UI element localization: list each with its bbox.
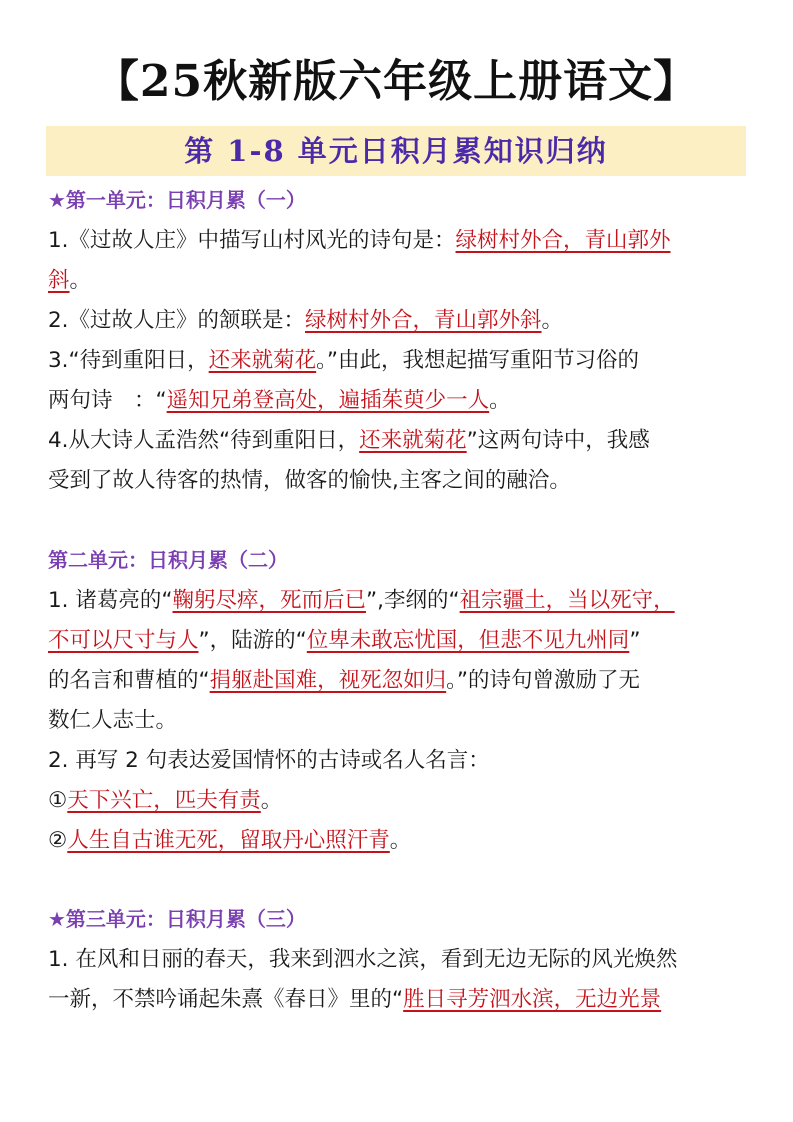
section-heading: 第二单元：日积月累（二）: [48, 548, 288, 572]
text-line: [48, 786, 282, 816]
body-text: 。: [69, 268, 92, 293]
body-text: 1. 诸葛亮的“: [48, 588, 173, 613]
text-line: [48, 746, 490, 776]
body-text: 。”由此，我想起描写重阳节习俗的: [316, 348, 640, 373]
body-text: ”，陆游的“: [198, 628, 307, 653]
body-text: 。: [489, 388, 511, 413]
text-line: [48, 426, 650, 456]
answer-text: 还来就菊花: [208, 348, 317, 373]
text-line: [48, 826, 411, 856]
answer-text: 祖宗疆土，当以死守，: [459, 588, 675, 613]
answer-text: 不可以尺寸与人: [48, 628, 199, 653]
answer-text: 绿树村外合，青山郭外斜: [305, 308, 542, 333]
text-line: [48, 706, 177, 736]
body-text: 两句诗 ：“: [48, 388, 167, 413]
text-line: [48, 626, 640, 656]
text-line: [48, 266, 91, 296]
text-line: [48, 466, 571, 496]
text-line: [48, 666, 640, 696]
body-text: 一新，不禁吟诵起朱熹《春日》里的“: [48, 987, 404, 1012]
body-text: ”: [629, 628, 641, 653]
text-line: [48, 226, 671, 256]
body-text: 。: [260, 788, 283, 813]
body-text: 1.《过故人庄》中描写山村风光的诗句是：: [48, 228, 456, 253]
answer-text: 胜日寻芳泗水滨，无边光景: [403, 987, 662, 1012]
body-text: 1. 在风和日丽的春天，我来到泗水之滨，看到无边无际的风光焕然: [48, 947, 678, 972]
answer-text: 天下兴亡，匹夫有责: [67, 788, 261, 813]
body-text: ②: [48, 828, 68, 853]
text-line: [48, 945, 677, 975]
text-line: [48, 306, 563, 336]
body-text: 。: [541, 308, 564, 333]
body-text: ”,李纲的“: [366, 588, 460, 613]
body-text: 。: [389, 828, 412, 853]
subtitle-banner: [46, 126, 746, 176]
answer-text: 绿树村外合，青山郭外: [455, 228, 671, 253]
answer-text: 人生自古谁无死，留取丹心照汗青: [67, 828, 390, 853]
body-text: 2. 再写 2 句表达爱国情怀的古诗或名人名言：: [48, 748, 490, 773]
text-line: [48, 346, 639, 376]
body-text: 。”的诗句曾激励了无: [446, 668, 641, 693]
body-text: 2.《过故人庄》的颔联是：: [48, 308, 306, 333]
subtitle: 第 1-8 单元日积月累知识归纳: [184, 134, 608, 168]
body-text: 的名言和曹植的“: [48, 668, 210, 693]
body-text: 4.从大诗人孟浩然“待到重阳日，: [48, 428, 360, 453]
answer-text: 斜: [48, 268, 70, 293]
body-text: 受到了故人待客的热情，做客的愉快,主客之间的融洽。: [48, 468, 571, 493]
body-text: ”这两句诗中，我感: [466, 428, 650, 453]
text-line: [48, 985, 661, 1015]
section-heading: ★第三单元：日积月累（三）: [48, 907, 306, 931]
body-text: 数仁人志士。: [48, 708, 178, 733]
section-heading: ★第一单元：日积月累（一）: [48, 188, 306, 212]
text-line: [48, 586, 675, 616]
answer-text: 还来就菊花: [359, 428, 467, 453]
body-text: ①: [48, 788, 68, 813]
text-line: [48, 386, 511, 416]
answer-text: 遥知兄弟登高处，遍插茱萸少一人: [166, 388, 490, 413]
answer-text: 鞠躬尽瘁，死而后已: [172, 588, 367, 613]
answer-text: 捐躯赴国难，视死忽如归: [209, 668, 447, 693]
answer-text: 位卑未敢忘忧国，但悲不见九州同: [306, 628, 630, 653]
main-title: 【25秋新版六年级上册语文】: [94, 56, 699, 107]
body-text: 3.“待到重阳日，: [48, 348, 209, 373]
